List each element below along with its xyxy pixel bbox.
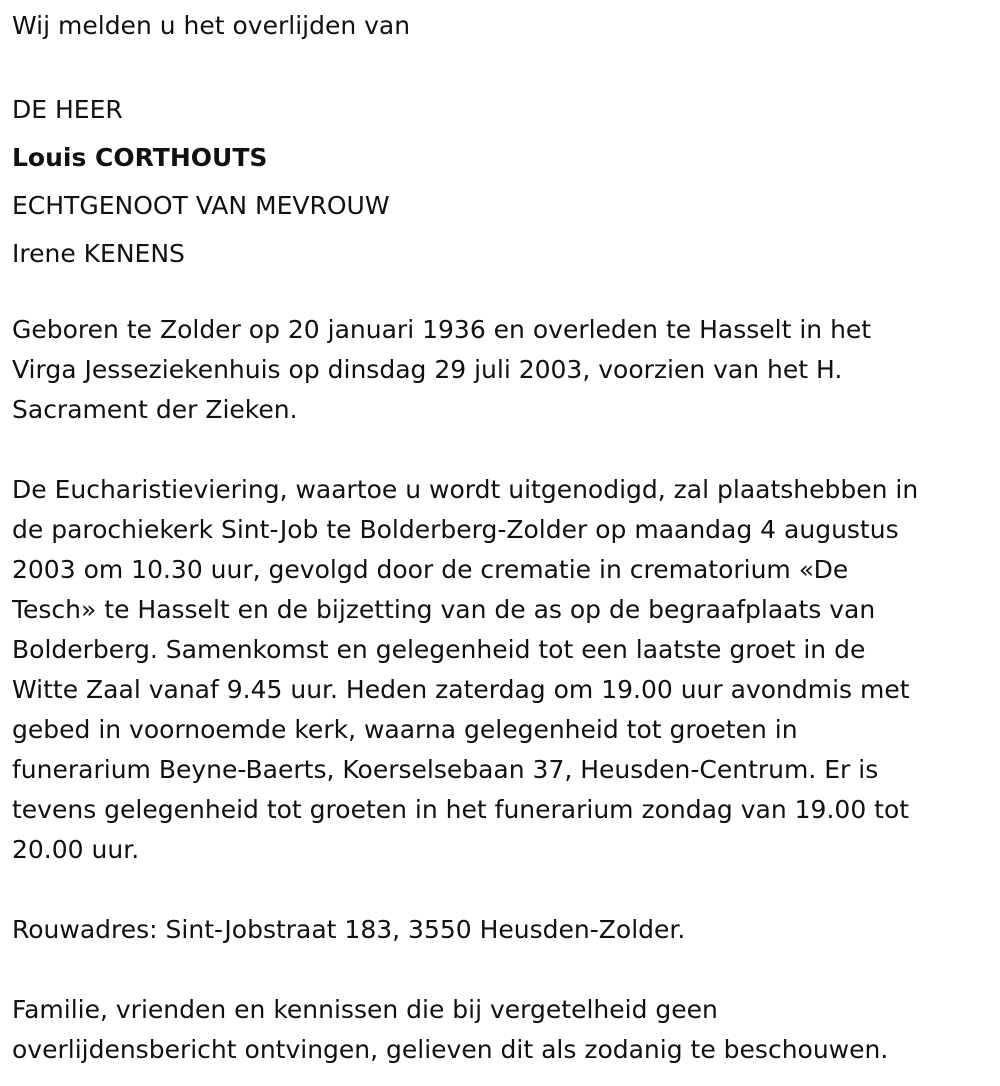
paragraph-line: Bolderberg. Samenkomst en gelegenheid tot een laatste groet in de bbox=[12, 635, 866, 664]
paragraph-line: De Eucharistieviering, waartoe u wordt uitgenodigd, zal plaatshebben in bbox=[12, 475, 919, 504]
mourning-address-paragraph bbox=[12, 910, 982, 950]
paragraph-line: 2003 om 10.30 uur, gevolgd door de crematie in crematorium «De bbox=[12, 555, 849, 584]
paragraph-line: Rouwadres: Sint-Jobstraat 183, 3550 Heusden-Zolder. bbox=[12, 915, 686, 944]
paragraph-line: funerarium Beyne-Baerts, Koerselsebaan 37, Heusden-Centrum. Er is bbox=[12, 755, 879, 784]
birth-death-paragraph bbox=[12, 310, 982, 430]
spacer bbox=[12, 430, 982, 470]
spouse-label: ECHTGENOOT VAN MEVROUW bbox=[12, 191, 390, 220]
paragraph-line: gebed in voornoemde kerk, waarna gelegenheid tot groeten in bbox=[12, 715, 798, 744]
title-prefix: DE HEER bbox=[12, 95, 123, 124]
spacer bbox=[12, 950, 982, 990]
spacer bbox=[12, 46, 982, 86]
paragraph-line: de parochiekerk Sint-Job te Bolderberg-Zolder op maandag 4 augustus bbox=[12, 515, 899, 544]
paragraph-line: Tesch» te Hasselt en de bijzetting van de as op de begraafplaats van bbox=[12, 595, 876, 624]
paragraph-line: tevens gelegenheid tot groeten in het funerarium zondag van 19.00 tot bbox=[12, 795, 910, 824]
ceremony-paragraph bbox=[12, 470, 982, 870]
paragraph-line: Virga Jesseziekenhuis op dinsdag 29 juli 2003, voorzien van het H. bbox=[12, 355, 843, 384]
paragraph-line: Sacrament der Zieken. bbox=[12, 395, 298, 424]
spacer bbox=[12, 278, 982, 310]
spacer bbox=[12, 870, 982, 910]
paragraph-line: 20.00 uur. bbox=[12, 835, 140, 864]
paragraph-line: overlijdensbericht ontvingen, gelieven dit als zodanig te beschouwen. bbox=[12, 1035, 889, 1064]
intro-text: Wij melden u het overlijden van bbox=[12, 11, 411, 40]
death-notice bbox=[12, 6, 982, 1070]
paragraph-line: Geboren te Zolder op 20 januari 1936 en overleden te Hasselt in het bbox=[12, 315, 872, 344]
spouse-name: Irene KENENS bbox=[12, 239, 185, 268]
deceased-name: Louis CORTHOUTS bbox=[12, 143, 268, 172]
closing-paragraph bbox=[12, 990, 982, 1070]
paragraph-line: Familie, vrienden en kennissen die bij vergetelheid geen bbox=[12, 995, 718, 1024]
paragraph-line: Witte Zaal vanaf 9.45 uur. Heden zaterdag om 19.00 uur avondmis met bbox=[12, 675, 910, 704]
